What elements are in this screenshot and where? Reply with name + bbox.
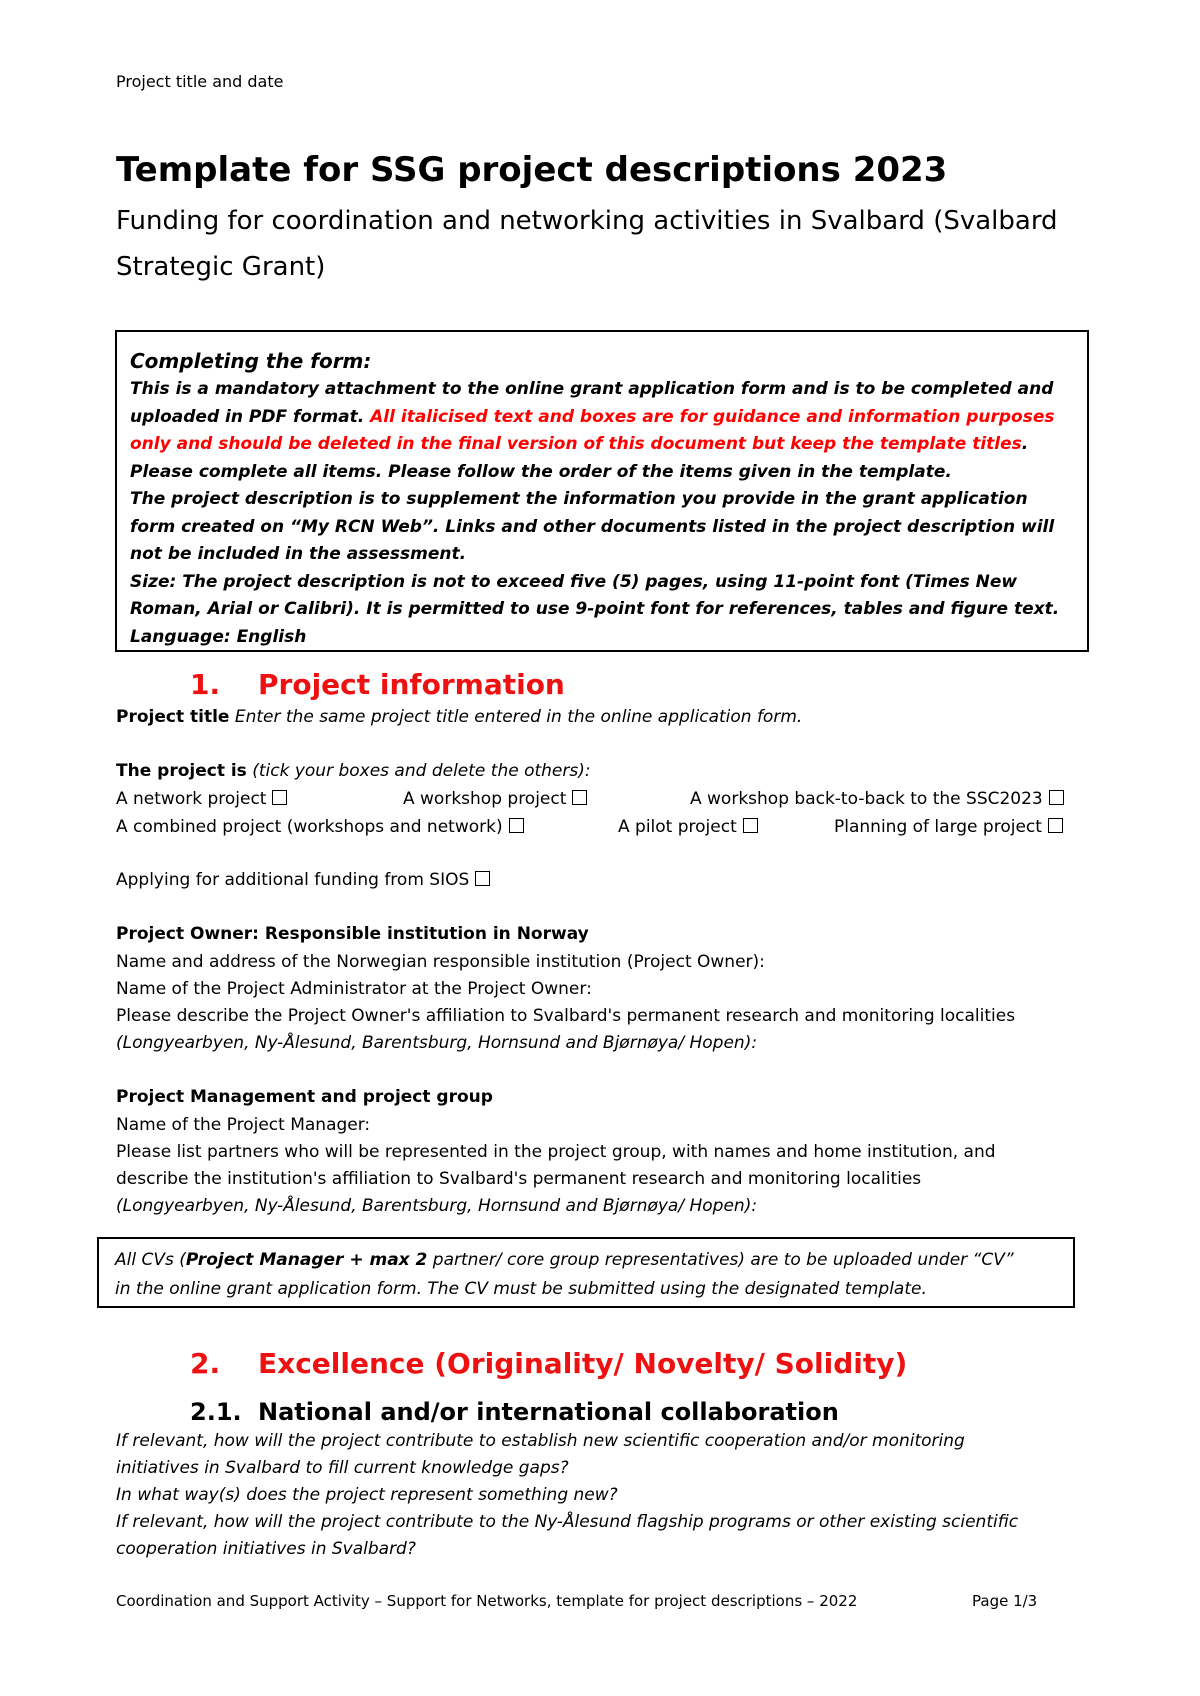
option-network[interactable] xyxy=(116,789,287,809)
section-2-number: 2. xyxy=(190,1347,221,1380)
cv-note-box xyxy=(97,1237,1075,1308)
mgmt-line-3: describe the institution's affiliation to Svalbard's permanent research and monitoring localities xyxy=(116,1169,922,1189)
checkbox-additional-funding[interactable] xyxy=(475,871,490,886)
question-1-line-2: initiatives in Svalbard to fill current knowledge gaps? xyxy=(116,1458,569,1478)
checkbox-backtoback[interactable] xyxy=(1049,790,1064,805)
subsection-2-1-number: 2.1. xyxy=(190,1398,242,1426)
question-2: In what way(s) does the project represent something new? xyxy=(116,1485,618,1505)
document-title: Template for SSG project descriptions 2023 xyxy=(116,150,948,190)
cv-note-pre: All CVs ( xyxy=(115,1250,186,1270)
cv-note-line-2: in the online grant application form. The CV must be submitted using the designated template. xyxy=(115,1279,927,1299)
question-3-line-1: If relevant, how will the project contribute to the Ny-Ålesund flagship programs or other existing scientific xyxy=(116,1512,1019,1532)
owner-line-1: Name and address of the Norwegian responsible institution (Project Owner): xyxy=(116,952,765,972)
question-3-line-2: cooperation initiatives in Svalbard? xyxy=(116,1539,416,1559)
option-pilot[interactable] xyxy=(618,817,758,837)
owner-line-4: (Longyearbyen, Ny-Ålesund, Barentsburg, Hornsund and Bjørnøya/ Hopen): xyxy=(116,1033,758,1053)
document-subtitle: Funding for coordination and networking activities in Svalbard (Svalbard Strategic Grant) xyxy=(116,206,1058,282)
page-footer: Coordination and Support Activity – Support for Networks, template for project descriptions – 2022 xyxy=(116,1592,858,1610)
cv-note-mid: partner/ core group representatives) are to be uploaded under “CV” xyxy=(427,1250,1014,1270)
option-workshop-label: A workshop project xyxy=(403,789,567,809)
project-is-line xyxy=(116,761,591,781)
checkbox-pilot[interactable] xyxy=(743,818,758,833)
guidance-period: . xyxy=(1021,434,1029,454)
option-large[interactable] xyxy=(834,817,1063,837)
page-number: Page 1/3 xyxy=(972,1592,1038,1610)
project-title-label: Project title xyxy=(116,707,230,727)
option-combined-label: A combined project (workshops and network) xyxy=(116,817,503,837)
option-backtoback[interactable] xyxy=(690,789,1064,809)
guidance-paragraph-2: Please complete all items. Please follow the order of the items given in the template. xyxy=(130,461,952,482)
subsection-2-1-title: National and/or international collaboration xyxy=(258,1398,839,1426)
cv-note-bold: Project Manager + max 2 xyxy=(185,1250,428,1270)
mgmt-heading: Project Management and project group xyxy=(116,1087,493,1107)
option-backtoback-label: A workshop back-to-back to the SSC2023 xyxy=(690,789,1043,809)
mgmt-line-2: Please list partners who will be represented in the project group, with names and home institution, and xyxy=(116,1142,996,1162)
guidance-heading: Completing the form: xyxy=(130,349,372,373)
checkbox-combined[interactable] xyxy=(509,818,524,833)
checkbox-workshop[interactable] xyxy=(572,790,587,805)
mgmt-line-1: Name of the Project Manager: xyxy=(116,1115,371,1135)
cv-note-line-1 xyxy=(115,1246,1073,1275)
option-large-label: Planning of large project xyxy=(834,817,1042,837)
project-title-line xyxy=(116,707,802,727)
project-is-hint: (tick your boxes and delete the others): xyxy=(246,761,591,781)
project-title-hint: Enter the same project title entered in the online application form. xyxy=(229,707,803,727)
option-network-label: A network project xyxy=(116,789,267,809)
question-1-line-1: If relevant, how will the project contribute to establish new scientific cooperation and/or monitoring xyxy=(116,1431,965,1451)
option-pilot-label: A pilot project xyxy=(618,817,737,837)
checkbox-large[interactable] xyxy=(1048,818,1063,833)
guidance-red-note: All italicised text and boxes are for guidance and information purposes only and should be deleted in the final version of this document but keep the template titles xyxy=(130,406,1055,454)
project-is-label: The project is xyxy=(116,761,247,781)
checkbox-network[interactable] xyxy=(272,790,287,805)
section-1-number: 1. xyxy=(190,668,221,701)
owner-heading: Project Owner: Responsible institution in Norway xyxy=(116,924,589,944)
additional-funding-label: Applying for additional funding from SIOS xyxy=(116,870,470,890)
mgmt-line-4: (Longyearbyen, Ny-Ålesund, Barentsburg, Hornsund and Bjørnøya/ Hopen): xyxy=(116,1196,758,1216)
section-1-title: Project information xyxy=(258,668,565,701)
guidance-paragraph-3: The project description is to supplement the information you provide in the grant application form created on “My RCN Web”. Links and other documents listed in the project description will not be included in the assessment. xyxy=(130,489,1055,564)
guidance-box xyxy=(115,330,1089,652)
owner-line-2: Name of the Project Administrator at the Project Owner: xyxy=(116,979,592,999)
guidance-mandatory-text: This is a mandatory attachment to the online grant application form and is to be completed and uploaded in PDF format. xyxy=(130,379,1054,427)
guidance-paragraph-1 xyxy=(130,376,1073,459)
option-combined[interactable] xyxy=(116,817,524,837)
guidance-paragraph-4: Size: The project description is not to exceed five (5) pages, using 11-point font (Times New Roman, Arial or Calibri). It is permitted to use 9-point font for references, tables and figure text. xyxy=(130,571,1060,619)
option-additional-funding[interactable] xyxy=(116,870,490,890)
page-header: Project title and date xyxy=(116,72,284,91)
guidance-paragraph-5: Language: English xyxy=(130,626,307,647)
owner-line-3: Please describe the Project Owner's affiliation to Svalbard's permanent research and monitoring localities xyxy=(116,1006,1016,1026)
section-2-title: Excellence (Originality/ Novelty/ Solidity) xyxy=(258,1347,908,1380)
option-workshop[interactable] xyxy=(403,789,587,809)
